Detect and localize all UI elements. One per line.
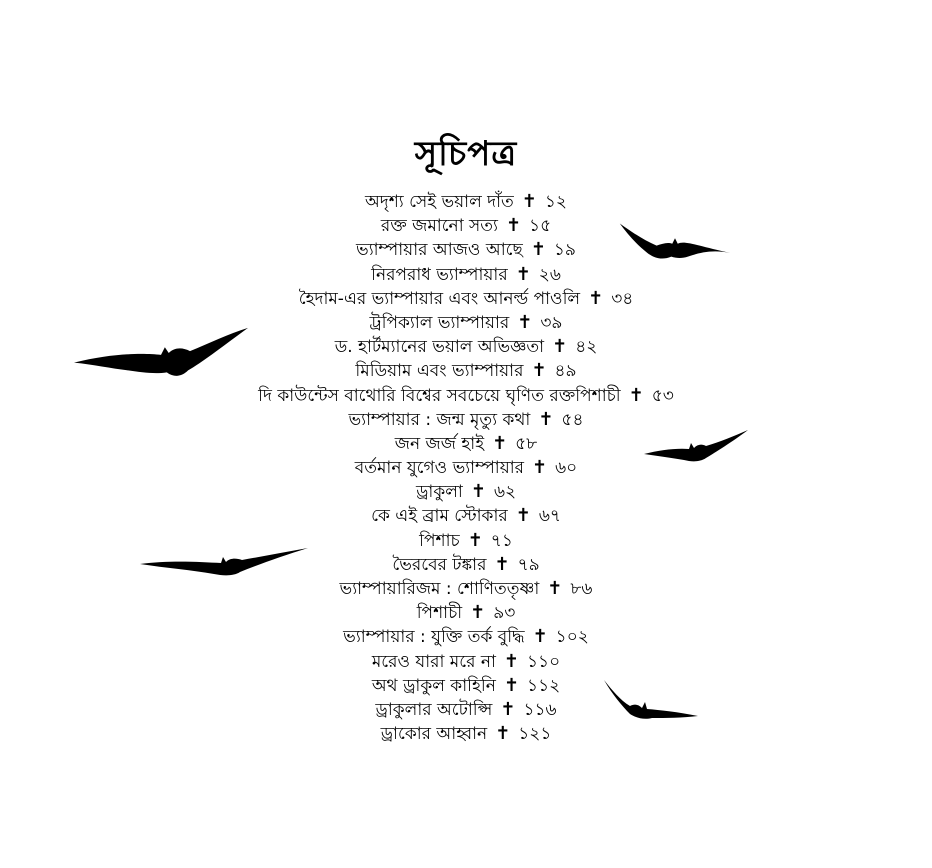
- cross-icon: ✝: [532, 626, 548, 648]
- toc-entry-title: অথ ড্রাকুল কাহিনি: [371, 675, 496, 696]
- toc-entry-title: ভ্যাম্পায়ার : জন্ম মৃত্যু কথা: [348, 409, 531, 430]
- toc-entry-title: ভ্যাম্পায়ার আজও আছে: [356, 240, 523, 261]
- toc-page-number: ৫৪: [561, 409, 584, 430]
- cross-icon: ✝: [494, 553, 510, 575]
- cross-icon: ✝: [531, 360, 547, 382]
- toc-page-number: ৪৯: [554, 361, 577, 382]
- toc-page-number: ১১২: [527, 675, 561, 696]
- toc-page-number: ১২১: [518, 724, 552, 745]
- toc-page-number: ১১০: [527, 651, 561, 672]
- toc-entry-title: অদৃশ্য সেই ভয়াল দাঁত: [365, 192, 514, 212]
- cross-icon: ✝: [530, 239, 546, 261]
- toc-entry: [0, 190, 932, 214]
- cross-icon: ✝: [467, 529, 483, 551]
- toc-entry-title: পিশাচী: [416, 603, 463, 624]
- toc-entry: [0, 577, 932, 601]
- cross-icon: ✝: [470, 602, 486, 624]
- bat-silhouette-icon: [604, 680, 698, 720]
- toc-entry-title: দি কাউন্টেস বাথোরি বিশ্বের সবচেয়ে ঘৃণিত রক্তপিশাচী: [258, 385, 621, 406]
- cross-icon: ✝: [500, 698, 516, 720]
- cross-icon: ✝: [552, 336, 568, 358]
- toc-entry-title: নিরপরাধ ভ্যাম্পায়ার: [371, 264, 508, 285]
- toc-entry-title: কে এই ব্রাম স্টোকার: [371, 506, 508, 527]
- toc-page-number: ৪২: [575, 337, 598, 358]
- toc-entry: [0, 504, 932, 528]
- toc-page-number: ৬৭: [538, 506, 561, 527]
- toc-entry: [0, 480, 932, 504]
- toc-entry: [0, 432, 932, 456]
- toc-page-number: ১১৬: [523, 699, 557, 720]
- toc-page-number: ৬২: [493, 482, 517, 503]
- toc-entry: [0, 287, 932, 311]
- cross-icon: ✝: [517, 311, 533, 333]
- toc-page-number: ৭৯: [517, 554, 540, 575]
- cross-icon: ✝: [532, 457, 548, 479]
- toc-page-number: ৬০: [555, 458, 578, 479]
- toc-entry-title: ভৈরবের টঙ্কার: [392, 554, 487, 575]
- toc-entry-title: ড্রাকুলার অটোপ্সি: [375, 699, 493, 720]
- cross-icon: ✝: [521, 191, 537, 212]
- toc-entry: [0, 674, 932, 698]
- toc-entry-title: মরেও যারা মরে না: [371, 651, 496, 672]
- cross-icon: ✝: [547, 578, 563, 599]
- toc-entry: [0, 722, 932, 746]
- toc-entry: [0, 698, 932, 722]
- toc-page-number: ৩৯: [540, 312, 563, 333]
- toc-entry-title: পিশাচ: [419, 530, 460, 551]
- cross-icon: ✝: [588, 287, 604, 309]
- toc-entry-title: ভ্যাম্পায়ার : যুক্তি তর্ক বুদ্ধি: [343, 627, 525, 648]
- cross-icon: ✝: [470, 481, 486, 503]
- toc-entry-title: ড. হার্টম্যানের ভয়াল অভিজ্ঞতা: [334, 337, 545, 358]
- cross-icon: ✝: [495, 723, 511, 745]
- toc-page-number: ৫৮: [515, 433, 538, 454]
- toc-entry: [0, 456, 932, 480]
- cross-icon: ✝: [503, 650, 520, 672]
- toc-page-number: ১৫: [529, 216, 552, 237]
- toc-entry: [0, 408, 932, 432]
- toc-entry-title: মিডিয়াম এবং ভ্যাম্পায়ার: [355, 361, 524, 382]
- toc-entry-title: ড্রাকুলা: [415, 482, 463, 503]
- toc-entry-title: হৈদাম-এর ভ্যাম্পায়ার এবং আনর্ল্ড পাওলি: [298, 288, 581, 309]
- toc-page-number: ৮৬: [570, 579, 593, 599]
- cross-icon: ✝: [503, 674, 520, 696]
- toc-entry-title: ভ্যাম্পায়ারিজম : শোণিততৃষ্ণা: [339, 579, 540, 599]
- toc-page-number: ১২: [544, 192, 567, 212]
- cross-icon: ✝: [515, 263, 531, 285]
- toc-entry-title: বর্তমান যুগেও ভ্যাম্পায়ার: [354, 458, 525, 479]
- toc-page-number: ৭১: [490, 530, 513, 551]
- toc-page-number: ২৬: [538, 264, 561, 285]
- toc-entry-title: রক্ত জমানো সত্য: [380, 216, 498, 237]
- toc-page-number: ১৯: [553, 240, 576, 261]
- cross-icon: ✝: [492, 432, 508, 454]
- bat-silhouette-icon: [140, 544, 308, 578]
- cross-icon: ✝: [515, 505, 531, 527]
- toc-entry-title: ট্রপিক্যাল ভ্যাম্পায়ার: [369, 312, 510, 333]
- cross-icon: ✝: [628, 384, 644, 406]
- toc-page-number: ৫৩: [651, 385, 674, 406]
- bat-silhouette-icon: [70, 324, 252, 382]
- toc-entry-title: জন জর্জ হাই: [394, 433, 485, 454]
- toc-entry-title: ড্রাকোর আহ্বান: [380, 724, 488, 745]
- toc-entry: [0, 384, 932, 408]
- toc-entry: [0, 263, 932, 287]
- toc-entry: [0, 601, 932, 625]
- table-of-contents: [0, 190, 932, 746]
- bat-silhouette-icon: [644, 428, 748, 464]
- toc-entry: [0, 238, 932, 262]
- toc-entry: [0, 625, 932, 649]
- cross-icon: ✝: [538, 408, 554, 430]
- toc-page-number: ১০২: [555, 627, 589, 648]
- toc-entry: [0, 650, 932, 674]
- toc-entry: [0, 214, 932, 238]
- toc-page-number: ৯৩: [493, 603, 516, 624]
- page-title: সূচিপত্র: [414, 134, 518, 174]
- bat-silhouette-icon: [616, 218, 734, 264]
- toc-page-number: ৩৪: [611, 288, 634, 309]
- cross-icon: ✝: [505, 215, 522, 237]
